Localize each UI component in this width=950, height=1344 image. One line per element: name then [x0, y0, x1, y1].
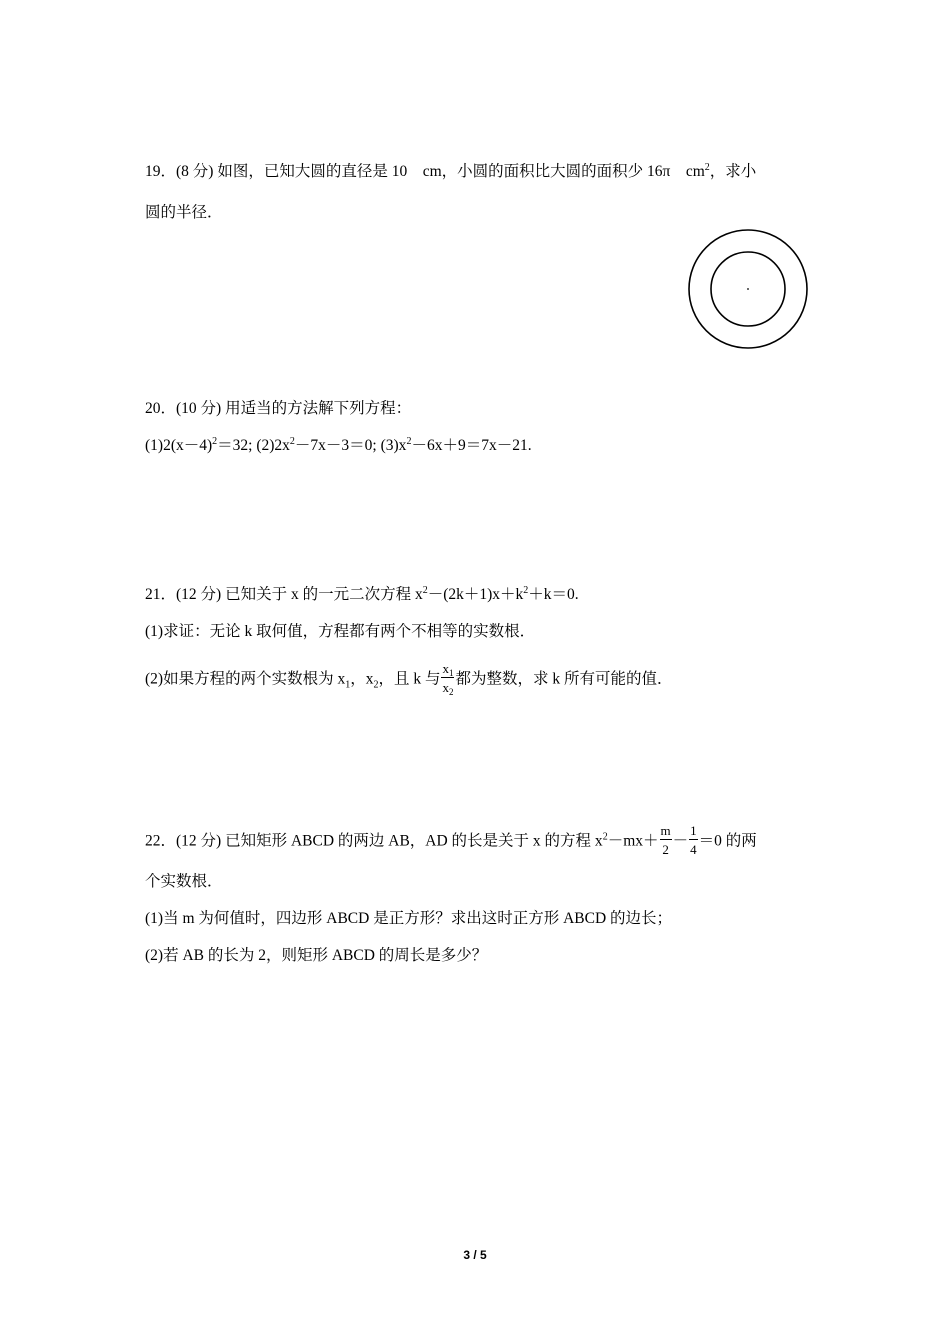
q21-sup1: 2 — [422, 585, 428, 596]
center-point — [747, 288, 749, 290]
q21-part2 — [145, 661, 673, 697]
q21-sup2: 2 — [523, 585, 529, 596]
frac2-den: 4 — [690, 842, 697, 857]
q19-text-a: 19．(8 分) 如图，已知大圆的直径是 10 cm，小圆的面积比大圆的面积少 16π cm — [145, 163, 705, 180]
frac-num: x — [442, 661, 449, 676]
q20-eq3-b: －6x＋9＝7x－21. — [411, 437, 532, 454]
q21-part2-d: 都为整数，求 k 所有可能的值． — [455, 670, 673, 688]
frac-den: x — [442, 680, 449, 695]
q19-line1 — [145, 162, 756, 182]
page-number: 3 / 5 — [463, 1248, 487, 1262]
q21-title — [145, 585, 579, 605]
fraction-x1-over-x2 — [441, 661, 454, 697]
q19-line2: 圆的半径． — [145, 204, 223, 221]
concentric-circles-figure — [686, 229, 810, 353]
q20-equations — [145, 436, 532, 456]
frac2-num: 1 — [690, 823, 697, 838]
frac1-den: 2 — [662, 842, 669, 857]
q21-title-b: －(2k＋1)x＋k — [427, 586, 524, 603]
q21-part1: (1)求证：无论 k 取何值，方程都有两个不相等的实数根． — [145, 623, 536, 640]
q22-title-b: －mx＋ — [607, 832, 659, 850]
frac-den-sub: 2 — [448, 687, 454, 697]
q22-part2: (2)若 AB 的长为 2，则矩形 ABCD 的周长是多少？ — [145, 947, 488, 964]
q22-sup: 2 — [602, 831, 608, 843]
q21-part2-a: (2)如果方程的两个实数根为 x — [145, 670, 346, 688]
q20-title: 20．(10 分) 用适当的方法解下列方程： — [145, 400, 412, 417]
q21-title-c: ＋k＝0. — [528, 586, 579, 603]
fraction-m-over-2 — [660, 824, 672, 856]
q20-sup3: 2 — [406, 436, 412, 447]
q20-eq1-b: ＝32; (2)2x — [217, 437, 290, 454]
q21-sub2: 2 — [373, 679, 379, 691]
q21-part2-b: ，x — [350, 670, 374, 688]
q21-sub1: 1 — [345, 679, 351, 691]
q22-part1: (1)当 m 为何值时，四边形 ABCD 是正方形？求出这时正方形 ABCD 的边长； — [145, 910, 673, 927]
q22-line2: 个实数根． — [145, 873, 223, 890]
q22-title-c: ＝0 的两 — [698, 832, 757, 850]
q20-eq1-a: (1)2(x－4) — [145, 437, 213, 454]
q22-title-a: 22．(12 分) 已知矩形 ABCD 的两边 AB，AD 的长是关于 x 的方程 x — [145, 832, 603, 850]
q22-minus: － — [672, 832, 689, 850]
q20-sup2: 2 — [289, 436, 295, 447]
q20-eq2-b: －7x－3＝0; (3)x — [294, 437, 407, 454]
q22-title — [145, 823, 757, 858]
q19-text-b: ，求小 — [709, 163, 757, 180]
frac1-num: m — [660, 823, 671, 838]
q20-sup1: 2 — [212, 436, 218, 447]
q21-part2-c: ，且 k 与 — [378, 670, 441, 688]
fraction-1-over-4 — [689, 824, 698, 856]
frac-num-sub: 1 — [448, 668, 454, 678]
q19-superscript: 2 — [704, 162, 710, 173]
q21-title-a: 21．(12 分) 已知关于 x 的一元二次方程 x — [145, 586, 423, 603]
